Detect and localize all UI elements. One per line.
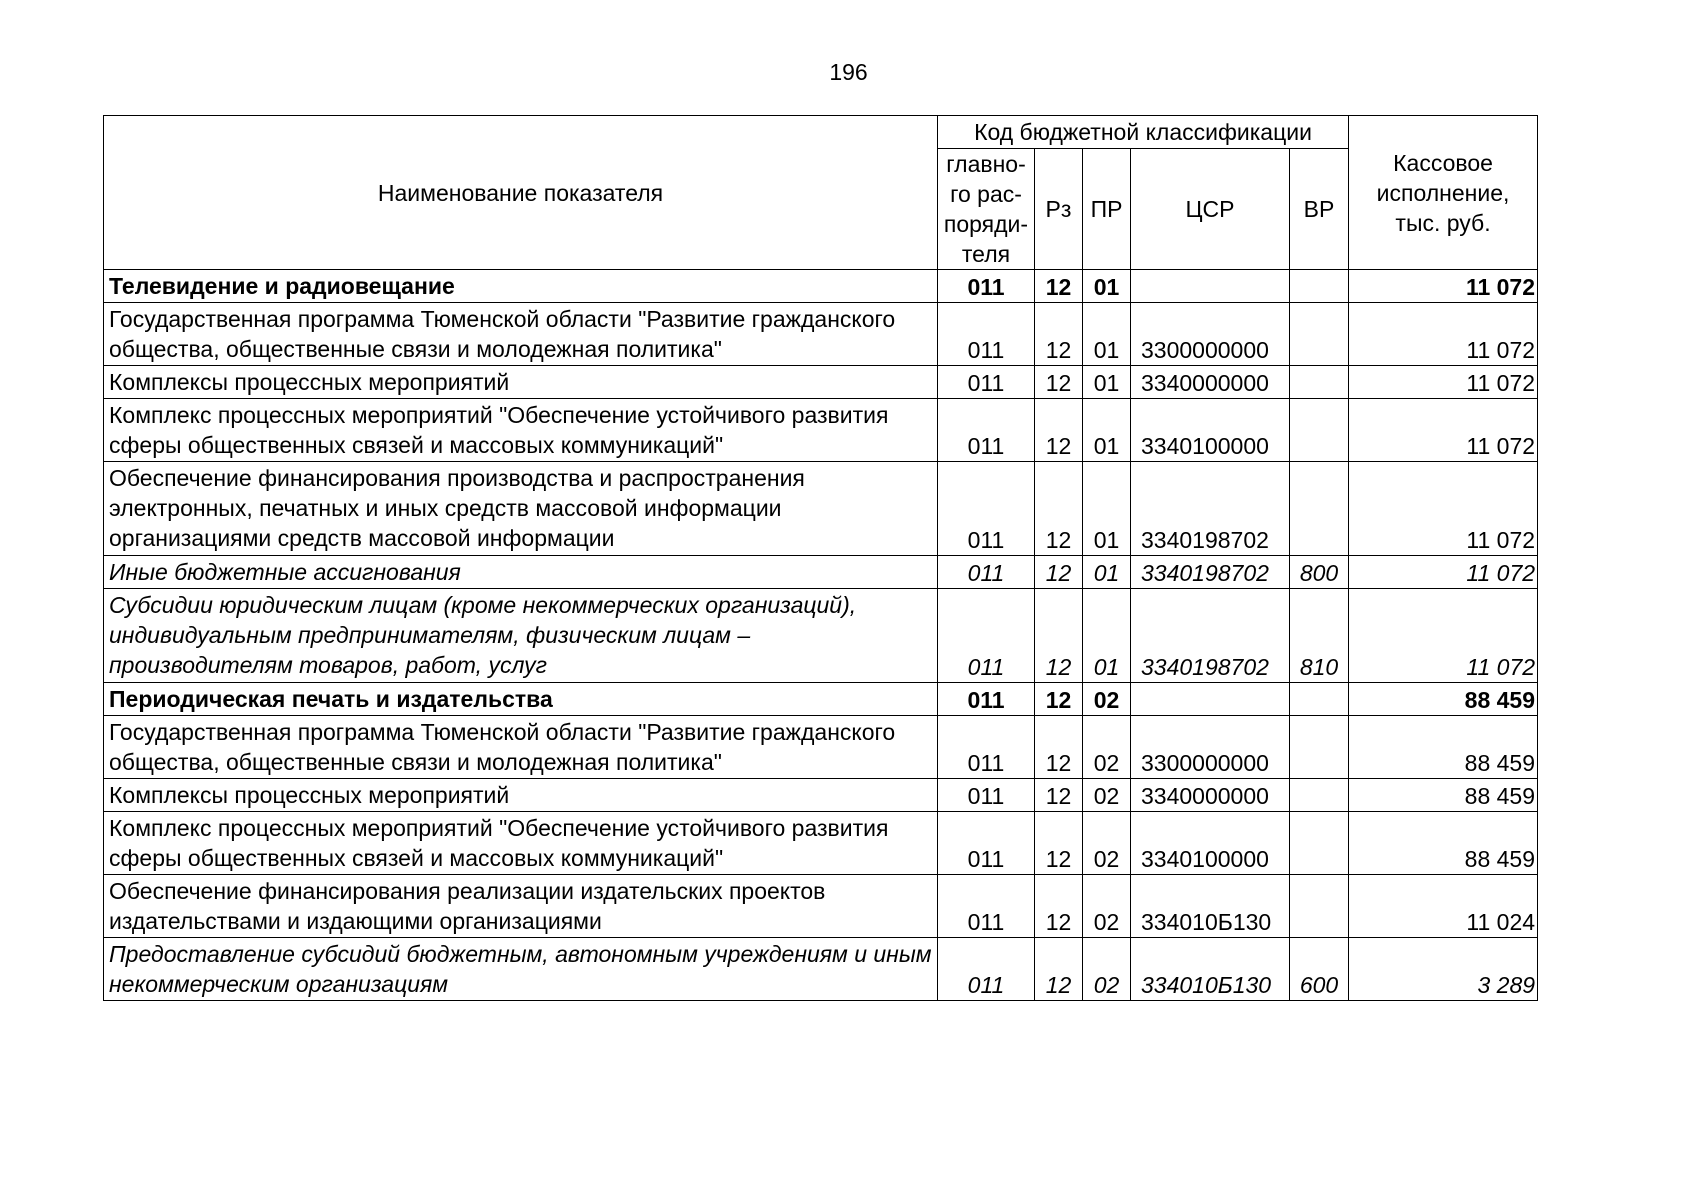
row-pr: 01 xyxy=(1083,303,1131,366)
row-pr: 02 xyxy=(1083,875,1131,938)
row-vr xyxy=(1290,366,1349,399)
row-vr: 800 xyxy=(1290,556,1349,589)
row-gr: 011 xyxy=(938,938,1035,1001)
row-csr xyxy=(1131,270,1290,303)
row-amount: 88 459 xyxy=(1349,716,1538,779)
row-name: Обеспечение финансирования производства и распространения электронных, печатных и иных средств массовой информации организациями средств массовой информации xyxy=(104,462,938,556)
row-amount: 88 459 xyxy=(1349,812,1538,875)
row-gr: 011 xyxy=(938,399,1035,462)
row-pr: 02 xyxy=(1083,683,1131,716)
row-name: Обеспечение финансирования реализации издательских проектов издательствами и издающими организациями xyxy=(104,875,938,938)
row-name: Комплексы процессных мероприятий xyxy=(104,779,938,812)
row-name: Субсидии юридическим лицам (кроме некоммерческих организаций), индивидуальным предпринимателям, физическим лицам – производителям товаров, работ, услуг xyxy=(104,589,938,683)
row-amount: 11 072 xyxy=(1349,366,1538,399)
row-gr: 011 xyxy=(938,875,1035,938)
table-row xyxy=(104,875,1538,938)
row-pr: 01 xyxy=(1083,462,1131,556)
header-pr: ПР xyxy=(1083,149,1131,270)
row-pr: 01 xyxy=(1083,270,1131,303)
row-amount: 88 459 xyxy=(1349,779,1538,812)
table-row xyxy=(104,270,1538,303)
row-pr: 01 xyxy=(1083,399,1131,462)
table-row xyxy=(104,462,1538,556)
table-row xyxy=(104,399,1538,462)
row-vr xyxy=(1290,812,1349,875)
row-amount: 3 289 xyxy=(1349,938,1538,1001)
row-vr xyxy=(1290,875,1349,938)
row-csr: 3340198702 xyxy=(1131,462,1290,556)
row-amount: 11 072 xyxy=(1349,399,1538,462)
header-glavny: главно-го рас-поряди-теля xyxy=(938,149,1035,270)
row-amount: 11 072 xyxy=(1349,589,1538,683)
row-csr: 3340198702 xyxy=(1131,556,1290,589)
row-vr: 600 xyxy=(1290,938,1349,1001)
row-name: Комплекс процессных мероприятий "Обеспечение устойчивого развития сферы общественных связей и массовых коммуникаций" xyxy=(104,812,938,875)
row-csr: 334010Б130 xyxy=(1131,938,1290,1001)
row-gr: 011 xyxy=(938,812,1035,875)
row-rz: 12 xyxy=(1035,812,1083,875)
row-gr: 011 xyxy=(938,462,1035,556)
row-gr: 011 xyxy=(938,556,1035,589)
row-gr: 011 xyxy=(938,270,1035,303)
row-vr xyxy=(1290,270,1349,303)
row-rz: 12 xyxy=(1035,683,1083,716)
page-number: 196 xyxy=(829,59,868,85)
row-csr: 3300000000 xyxy=(1131,303,1290,366)
row-csr: 3340198702 xyxy=(1131,589,1290,683)
row-csr: 3340000000 xyxy=(1131,779,1290,812)
row-name: Комплексы процессных мероприятий xyxy=(104,366,938,399)
row-rz: 12 xyxy=(1035,270,1083,303)
table-row xyxy=(104,303,1538,366)
budget-table xyxy=(103,115,1538,1001)
row-amount: 88 459 xyxy=(1349,683,1538,716)
row-name: Телевидение и радиовещание xyxy=(104,270,938,303)
row-name: Предоставление субсидий бюджетным, автономным учреждениям и иным некоммерческим организациям xyxy=(104,938,938,1001)
header-vr: ВР xyxy=(1290,149,1349,270)
row-pr: 02 xyxy=(1083,938,1131,1001)
table-row xyxy=(104,589,1538,683)
row-amount: 11 072 xyxy=(1349,270,1538,303)
header-amount: Кассовое исполнение, тыс. руб. xyxy=(1349,116,1538,270)
row-pr: 01 xyxy=(1083,366,1131,399)
header-csr: ЦСР xyxy=(1131,149,1290,270)
row-pr: 02 xyxy=(1083,812,1131,875)
row-gr: 011 xyxy=(938,303,1035,366)
row-rz: 12 xyxy=(1035,938,1083,1001)
row-pr: 02 xyxy=(1083,779,1131,812)
row-csr: 3300000000 xyxy=(1131,716,1290,779)
row-vr xyxy=(1290,683,1349,716)
row-vr xyxy=(1290,716,1349,779)
header-rz: Рз xyxy=(1035,149,1083,270)
row-gr: 011 xyxy=(938,779,1035,812)
row-rz: 12 xyxy=(1035,875,1083,938)
header-name: Наименование показателя xyxy=(104,116,938,270)
row-rz: 12 xyxy=(1035,303,1083,366)
row-gr: 011 xyxy=(938,683,1035,716)
row-vr xyxy=(1290,303,1349,366)
row-gr: 011 xyxy=(938,366,1035,399)
row-amount: 11 072 xyxy=(1349,556,1538,589)
row-name: Иные бюджетные ассигнования xyxy=(104,556,938,589)
table-row xyxy=(104,556,1538,589)
row-name: Периодическая печать и издательства xyxy=(104,683,938,716)
row-csr xyxy=(1131,683,1290,716)
row-vr xyxy=(1290,462,1349,556)
row-amount: 11 072 xyxy=(1349,462,1538,556)
row-rz: 12 xyxy=(1035,716,1083,779)
row-csr: 3340100000 xyxy=(1131,812,1290,875)
header-code-group: Код бюджетной классификации xyxy=(938,116,1349,149)
row-rz: 12 xyxy=(1035,399,1083,462)
row-csr: 334010Б130 xyxy=(1131,875,1290,938)
row-pr: 01 xyxy=(1083,556,1131,589)
row-name: Государственная программа Тюменской области "Развитие гражданского общества, общественные связи и молодежная политика" xyxy=(104,303,938,366)
row-amount: 11 072 xyxy=(1349,303,1538,366)
row-pr: 02 xyxy=(1083,716,1131,779)
table-row xyxy=(104,366,1538,399)
row-csr: 3340100000 xyxy=(1131,399,1290,462)
row-rz: 12 xyxy=(1035,779,1083,812)
row-amount: 11 024 xyxy=(1349,875,1538,938)
row-rz: 12 xyxy=(1035,589,1083,683)
table-row xyxy=(104,938,1538,1001)
table-row xyxy=(104,716,1538,779)
row-gr: 011 xyxy=(938,589,1035,683)
row-vr xyxy=(1290,399,1349,462)
row-vr: 810 xyxy=(1290,589,1349,683)
row-gr: 011 xyxy=(938,716,1035,779)
row-name: Комплекс процессных мероприятий "Обеспечение устойчивого развития сферы общественных связей и массовых коммуникаций" xyxy=(104,399,938,462)
row-name: Государственная программа Тюменской области "Развитие гражданского общества, общественные связи и молодежная политика" xyxy=(104,716,938,779)
table-row xyxy=(104,683,1538,716)
table-row xyxy=(104,812,1538,875)
row-rz: 12 xyxy=(1035,462,1083,556)
row-rz: 12 xyxy=(1035,556,1083,589)
row-vr xyxy=(1290,779,1349,812)
row-pr: 01 xyxy=(1083,589,1131,683)
row-csr: 3340000000 xyxy=(1131,366,1290,399)
table-row xyxy=(104,779,1538,812)
row-rz: 12 xyxy=(1035,366,1083,399)
